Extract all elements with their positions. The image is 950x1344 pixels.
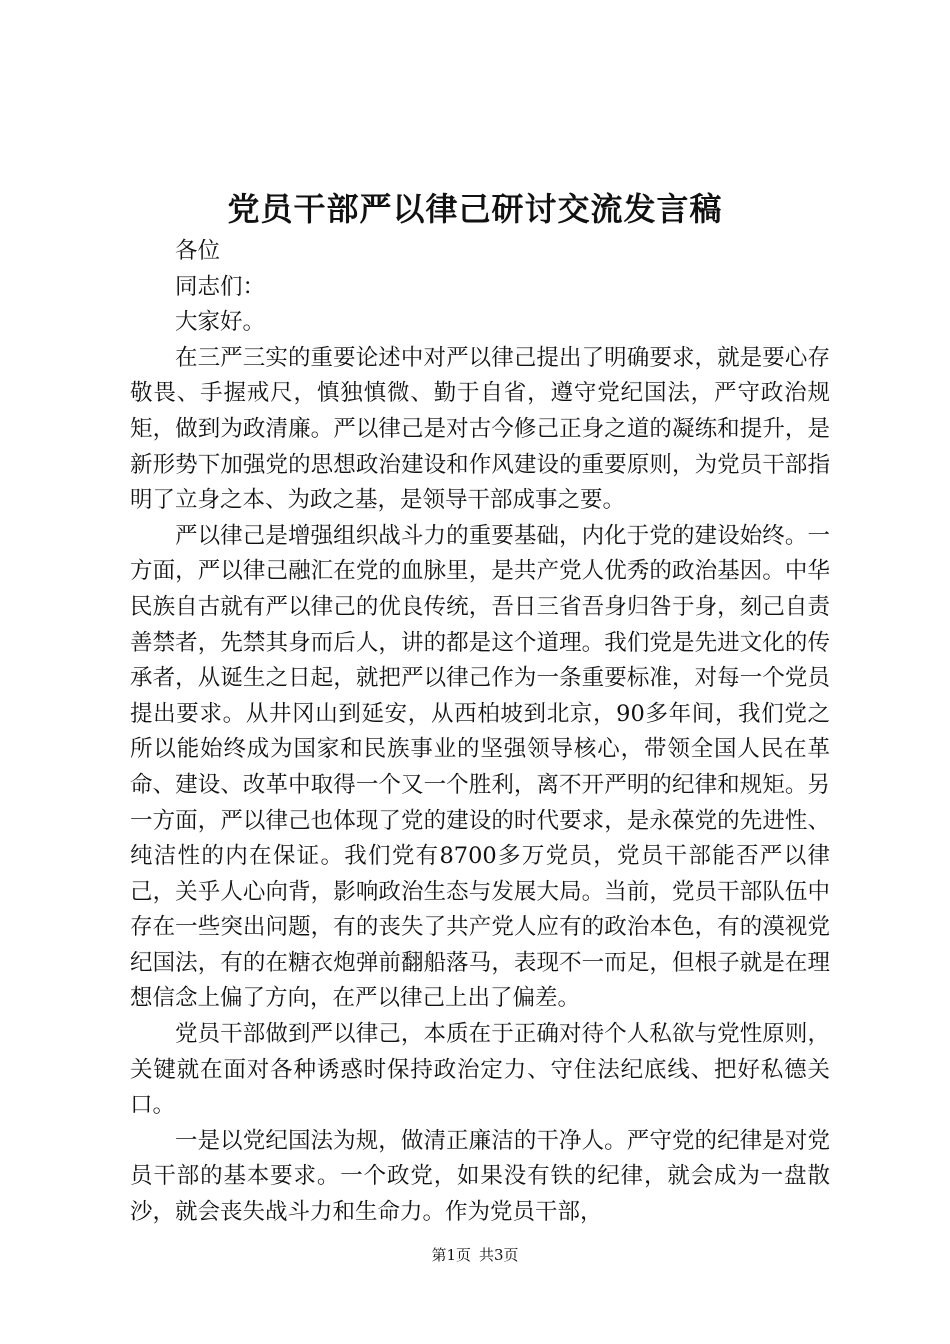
body-paragraph: 在三严三实的重要论述中对严以律己提出了明确要求，就是要心存敬畏、手握戒尺，慎独慎微、勤于自省，遵守党纪国法，严守政治规矩，做到为政清廉。严以律己是对古今修己正身之道的凝练和提升，是新形势下加强党的思想政治建设和作风建设的重要原则，为党员干部指明了立身之本、为政之基，是领导干部成事之要。 bbox=[130, 344, 830, 514]
body-paragraph: 党员干部做到严以律己，本质在于正确对待个人私欲与党性原则，关键就在面对各种诱惑时保持政治定力、守住法纪底线、把好私德关口。 bbox=[130, 1021, 830, 1119]
page-footer bbox=[0, 1244, 950, 1265]
body-paragraph: 严以律己是增强组织战斗力的重要基础，内化于党的建设始终。一方面，严以律己融汇在党的血脉里，是共产党人优秀的政治基因。中华民族自古就有严以律己的优良传统，吾日三省吾身归咎于身，刻己自责善禁者，先禁其身而后人，讲的都是这个道理。我们党是先进文化的传承者，从诞生之日起，就把严以律己作为一条重要标准，对每一个党员提出要求。从井冈山到延安，从西柏坡到北京，90多年间，我们党之所以能始终成为国家和民族事业的坚强领导核心，带领全国人民在革命、建设、改革中取得一个又一个胜利，离不开严明的纪律和规矩。另一方面，严以律己也体现了党的建设的时代要求，是永葆党的先进性、纯洁性的内在保证。我们党有8700多万党员，党员干部能否严以律己，关乎人心向背，影响政治生态与发展大局。当前，党员干部队伍中存在一些突出问题，有的丧失了共产党人应有的政治本色，有的漠视党纪国法，有的在糖衣炮弹前翻船落马，表现不一而足，但根子就是在理想信念上偏了方向，在严以律己上出了偏差。 bbox=[130, 522, 830, 1012]
greeting-line: 各位 bbox=[175, 238, 221, 264]
greeting-line: 同志们： bbox=[175, 273, 266, 300]
greeting-line: 大家好。 bbox=[175, 309, 266, 336]
body-paragraph: 一是以党纪国法为规，做清正廉洁的干净人。严守党的纪律是对党员干部的基本要求。一个政党，如果没有铁的纪律，就会成为一盘散沙，就会丧失战斗力和生命力。作为党员干部， bbox=[130, 1127, 830, 1226]
document-body bbox=[130, 234, 830, 1231]
page-number: 第1页 bbox=[431, 1246, 471, 1264]
document-title: 党员干部严以律己研讨交流发言稿 bbox=[227, 190, 723, 228]
page-total: 共3页 bbox=[479, 1246, 519, 1264]
